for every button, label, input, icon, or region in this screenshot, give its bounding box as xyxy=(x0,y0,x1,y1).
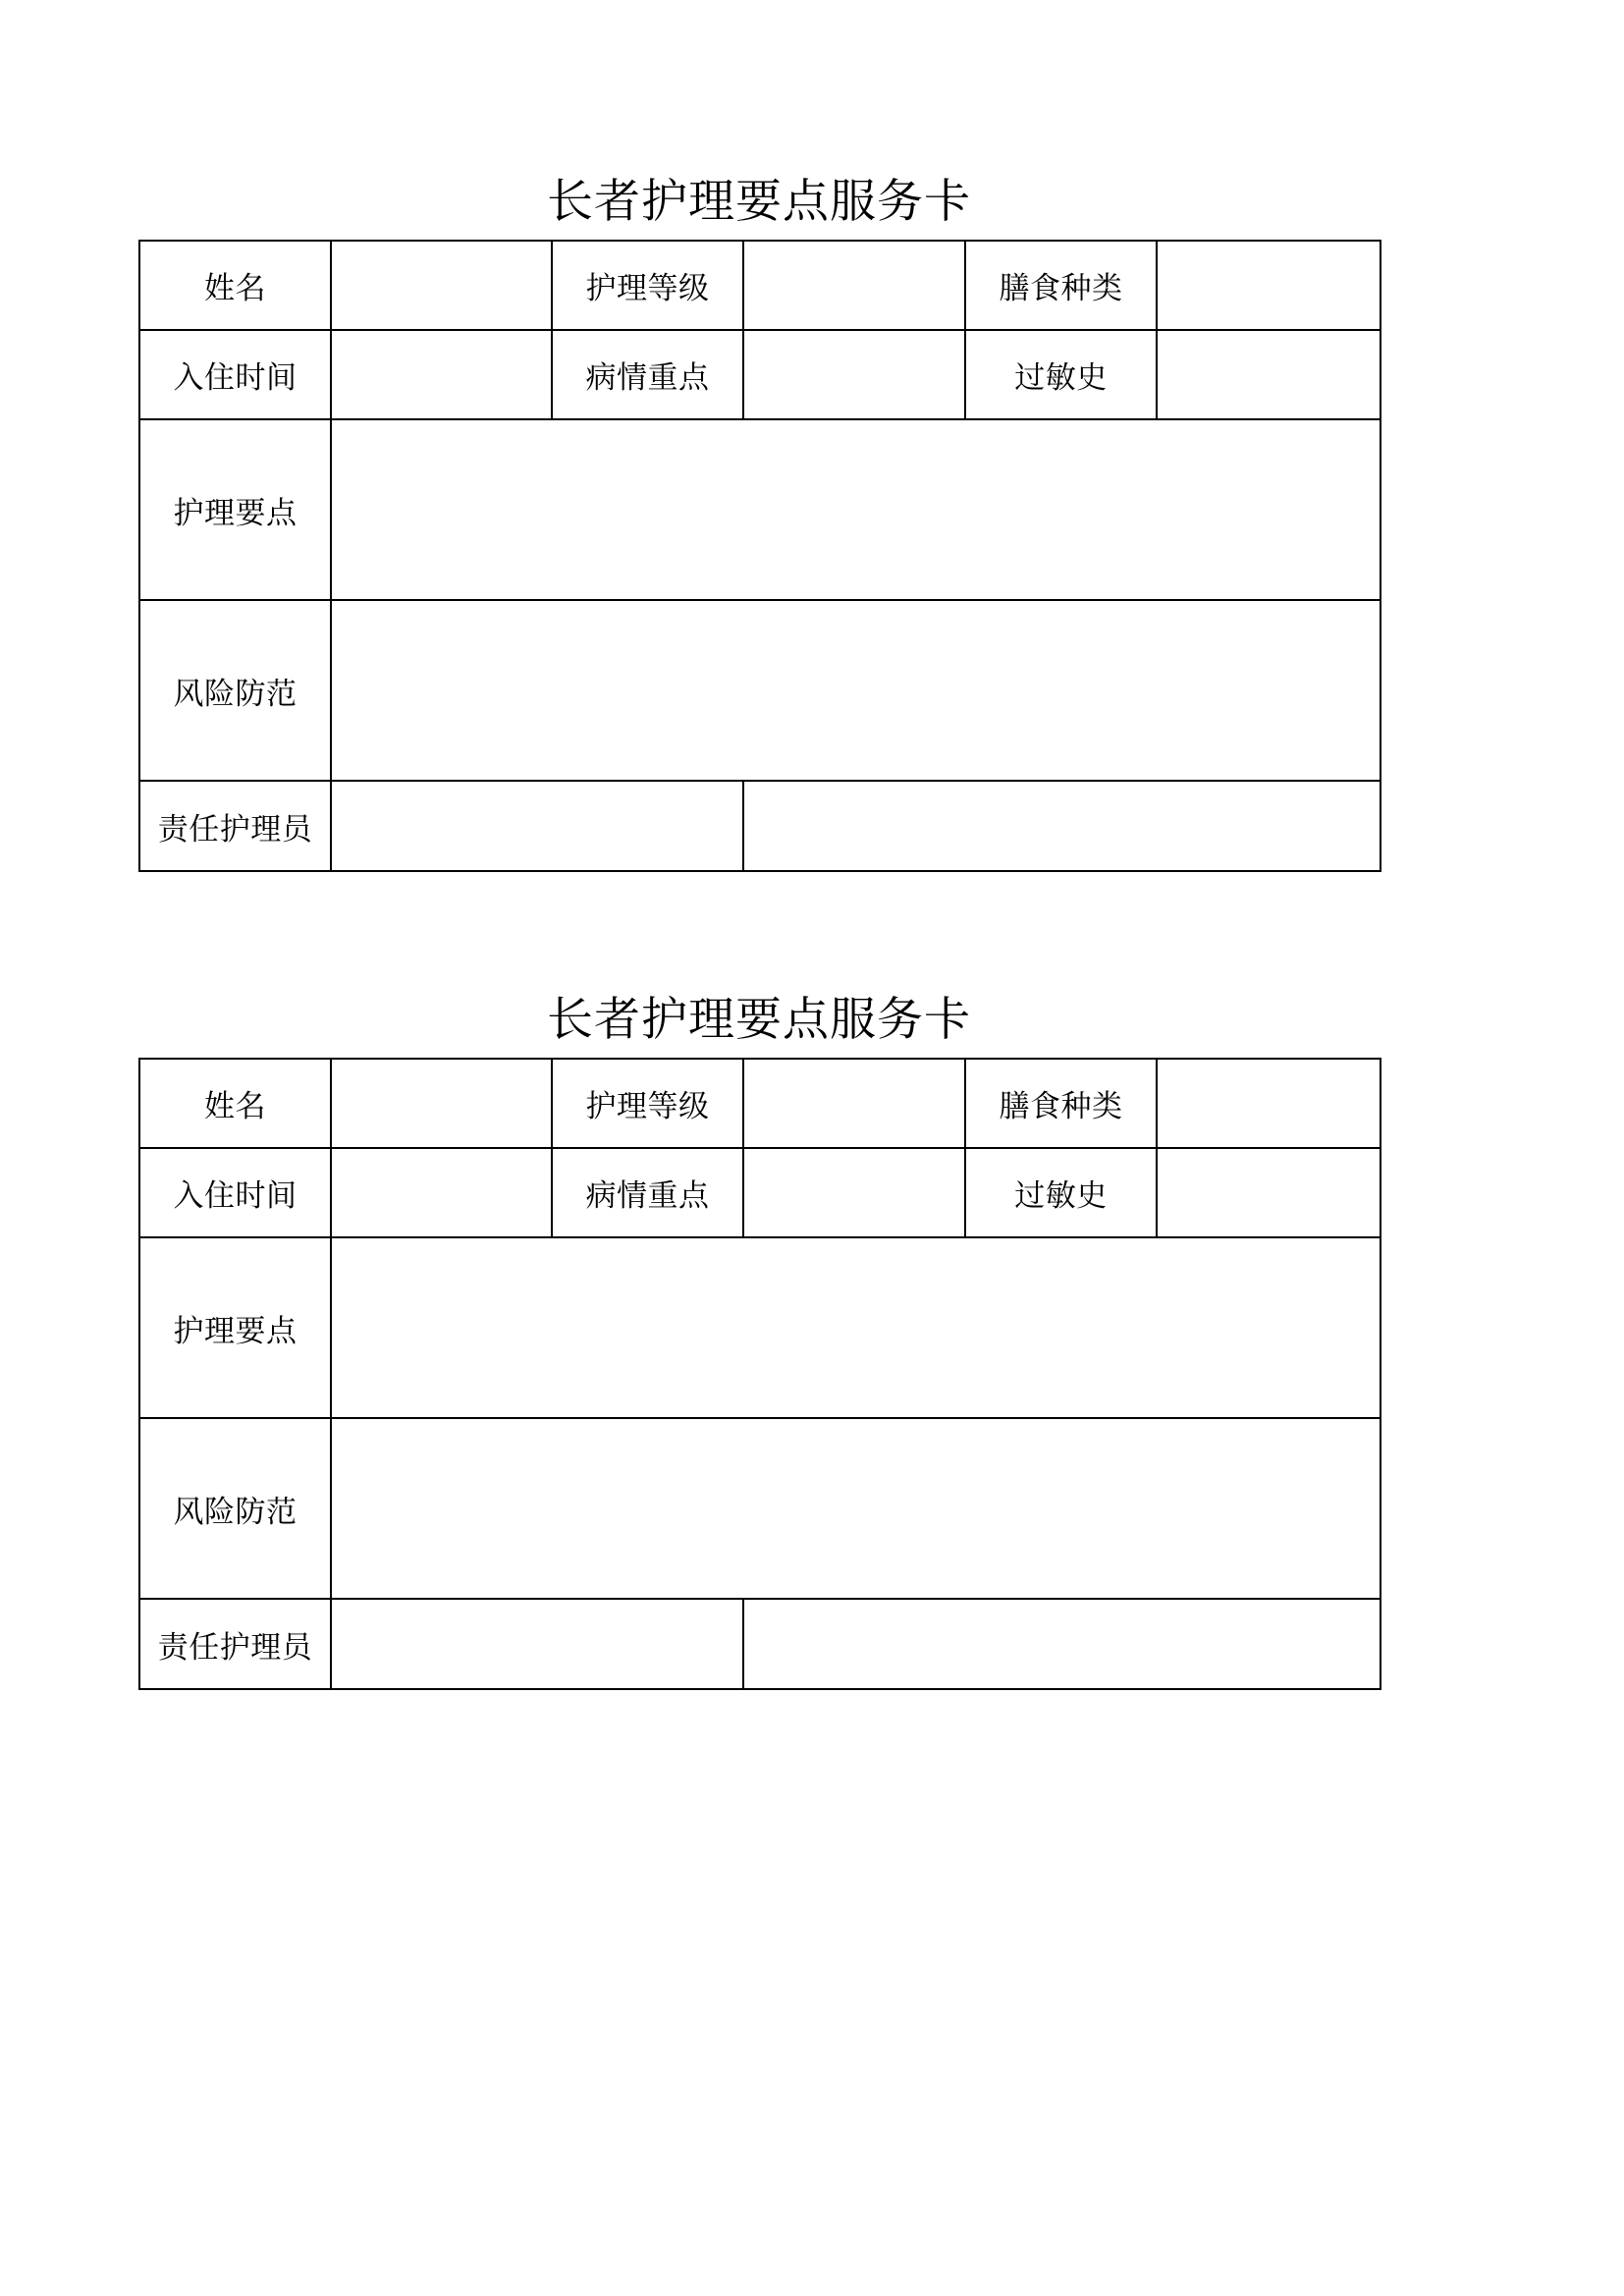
table-row xyxy=(139,600,1380,781)
allergy-history-label: 过敏史 xyxy=(965,330,1157,419)
condition-focus-label: 病情重点 xyxy=(552,1148,743,1237)
condition-focus-label: 病情重点 xyxy=(552,330,743,419)
diet-type-label: 膳食种类 xyxy=(965,1059,1157,1148)
care-points-label: 护理要点 xyxy=(139,419,331,600)
service-card-table xyxy=(138,1058,1381,1690)
care-points-field[interactable] xyxy=(331,419,1380,600)
service-card-2 xyxy=(138,983,1380,1690)
allergy-history-field[interactable] xyxy=(1157,330,1380,419)
diet-type-label: 膳食种类 xyxy=(965,241,1157,330)
diet-type-field[interactable] xyxy=(1157,1059,1380,1148)
name-label: 姓名 xyxy=(139,1059,331,1148)
admission-time-field[interactable] xyxy=(331,1148,552,1237)
allergy-history-field[interactable] xyxy=(1157,1148,1380,1237)
allergy-history-label: 过敏史 xyxy=(965,1148,1157,1237)
care-points-label: 护理要点 xyxy=(139,1237,331,1418)
table-row xyxy=(139,330,1380,419)
risk-prevention-field[interactable] xyxy=(331,1418,1380,1599)
table-row xyxy=(139,1059,1380,1148)
signature-extra-field[interactable] xyxy=(743,781,1380,871)
care-level-field[interactable] xyxy=(743,1059,965,1148)
service-card-1 xyxy=(138,165,1380,872)
service-card-table xyxy=(138,240,1381,872)
risk-prevention-field[interactable] xyxy=(331,600,1380,781)
card-title: 长者护理要点服务卡 xyxy=(547,993,971,1047)
care-level-label: 护理等级 xyxy=(552,241,743,330)
risk-prevention-label: 风险防范 xyxy=(139,1418,331,1599)
condition-focus-field[interactable] xyxy=(743,330,965,419)
care-points-field[interactable] xyxy=(331,1237,1380,1418)
diet-type-field[interactable] xyxy=(1157,241,1380,330)
responsible-caregiver-label: 责任护理员 xyxy=(139,781,331,871)
admission-time-label: 入住时间 xyxy=(139,330,331,419)
signature-extra-field[interactable] xyxy=(743,1599,1380,1689)
condition-focus-field[interactable] xyxy=(743,1148,965,1237)
card-title: 长者护理要点服务卡 xyxy=(547,175,971,229)
table-row xyxy=(139,1148,1380,1237)
care-level-label: 护理等级 xyxy=(552,1059,743,1148)
table-row xyxy=(139,1418,1380,1599)
name-field[interactable] xyxy=(331,241,552,330)
table-row xyxy=(139,781,1380,871)
responsible-caregiver-field[interactable] xyxy=(331,1599,743,1689)
responsible-caregiver-field[interactable] xyxy=(331,781,743,871)
table-row xyxy=(139,1237,1380,1418)
table-row xyxy=(139,1599,1380,1689)
admission-time-label: 入住时间 xyxy=(139,1148,331,1237)
table-row xyxy=(139,419,1380,600)
admission-time-field[interactable] xyxy=(331,330,552,419)
care-level-field[interactable] xyxy=(743,241,965,330)
table-row xyxy=(139,241,1380,330)
risk-prevention-label: 风险防范 xyxy=(139,600,331,781)
responsible-caregiver-label: 责任护理员 xyxy=(139,1599,331,1689)
name-label: 姓名 xyxy=(139,241,331,330)
name-field[interactable] xyxy=(331,1059,552,1148)
